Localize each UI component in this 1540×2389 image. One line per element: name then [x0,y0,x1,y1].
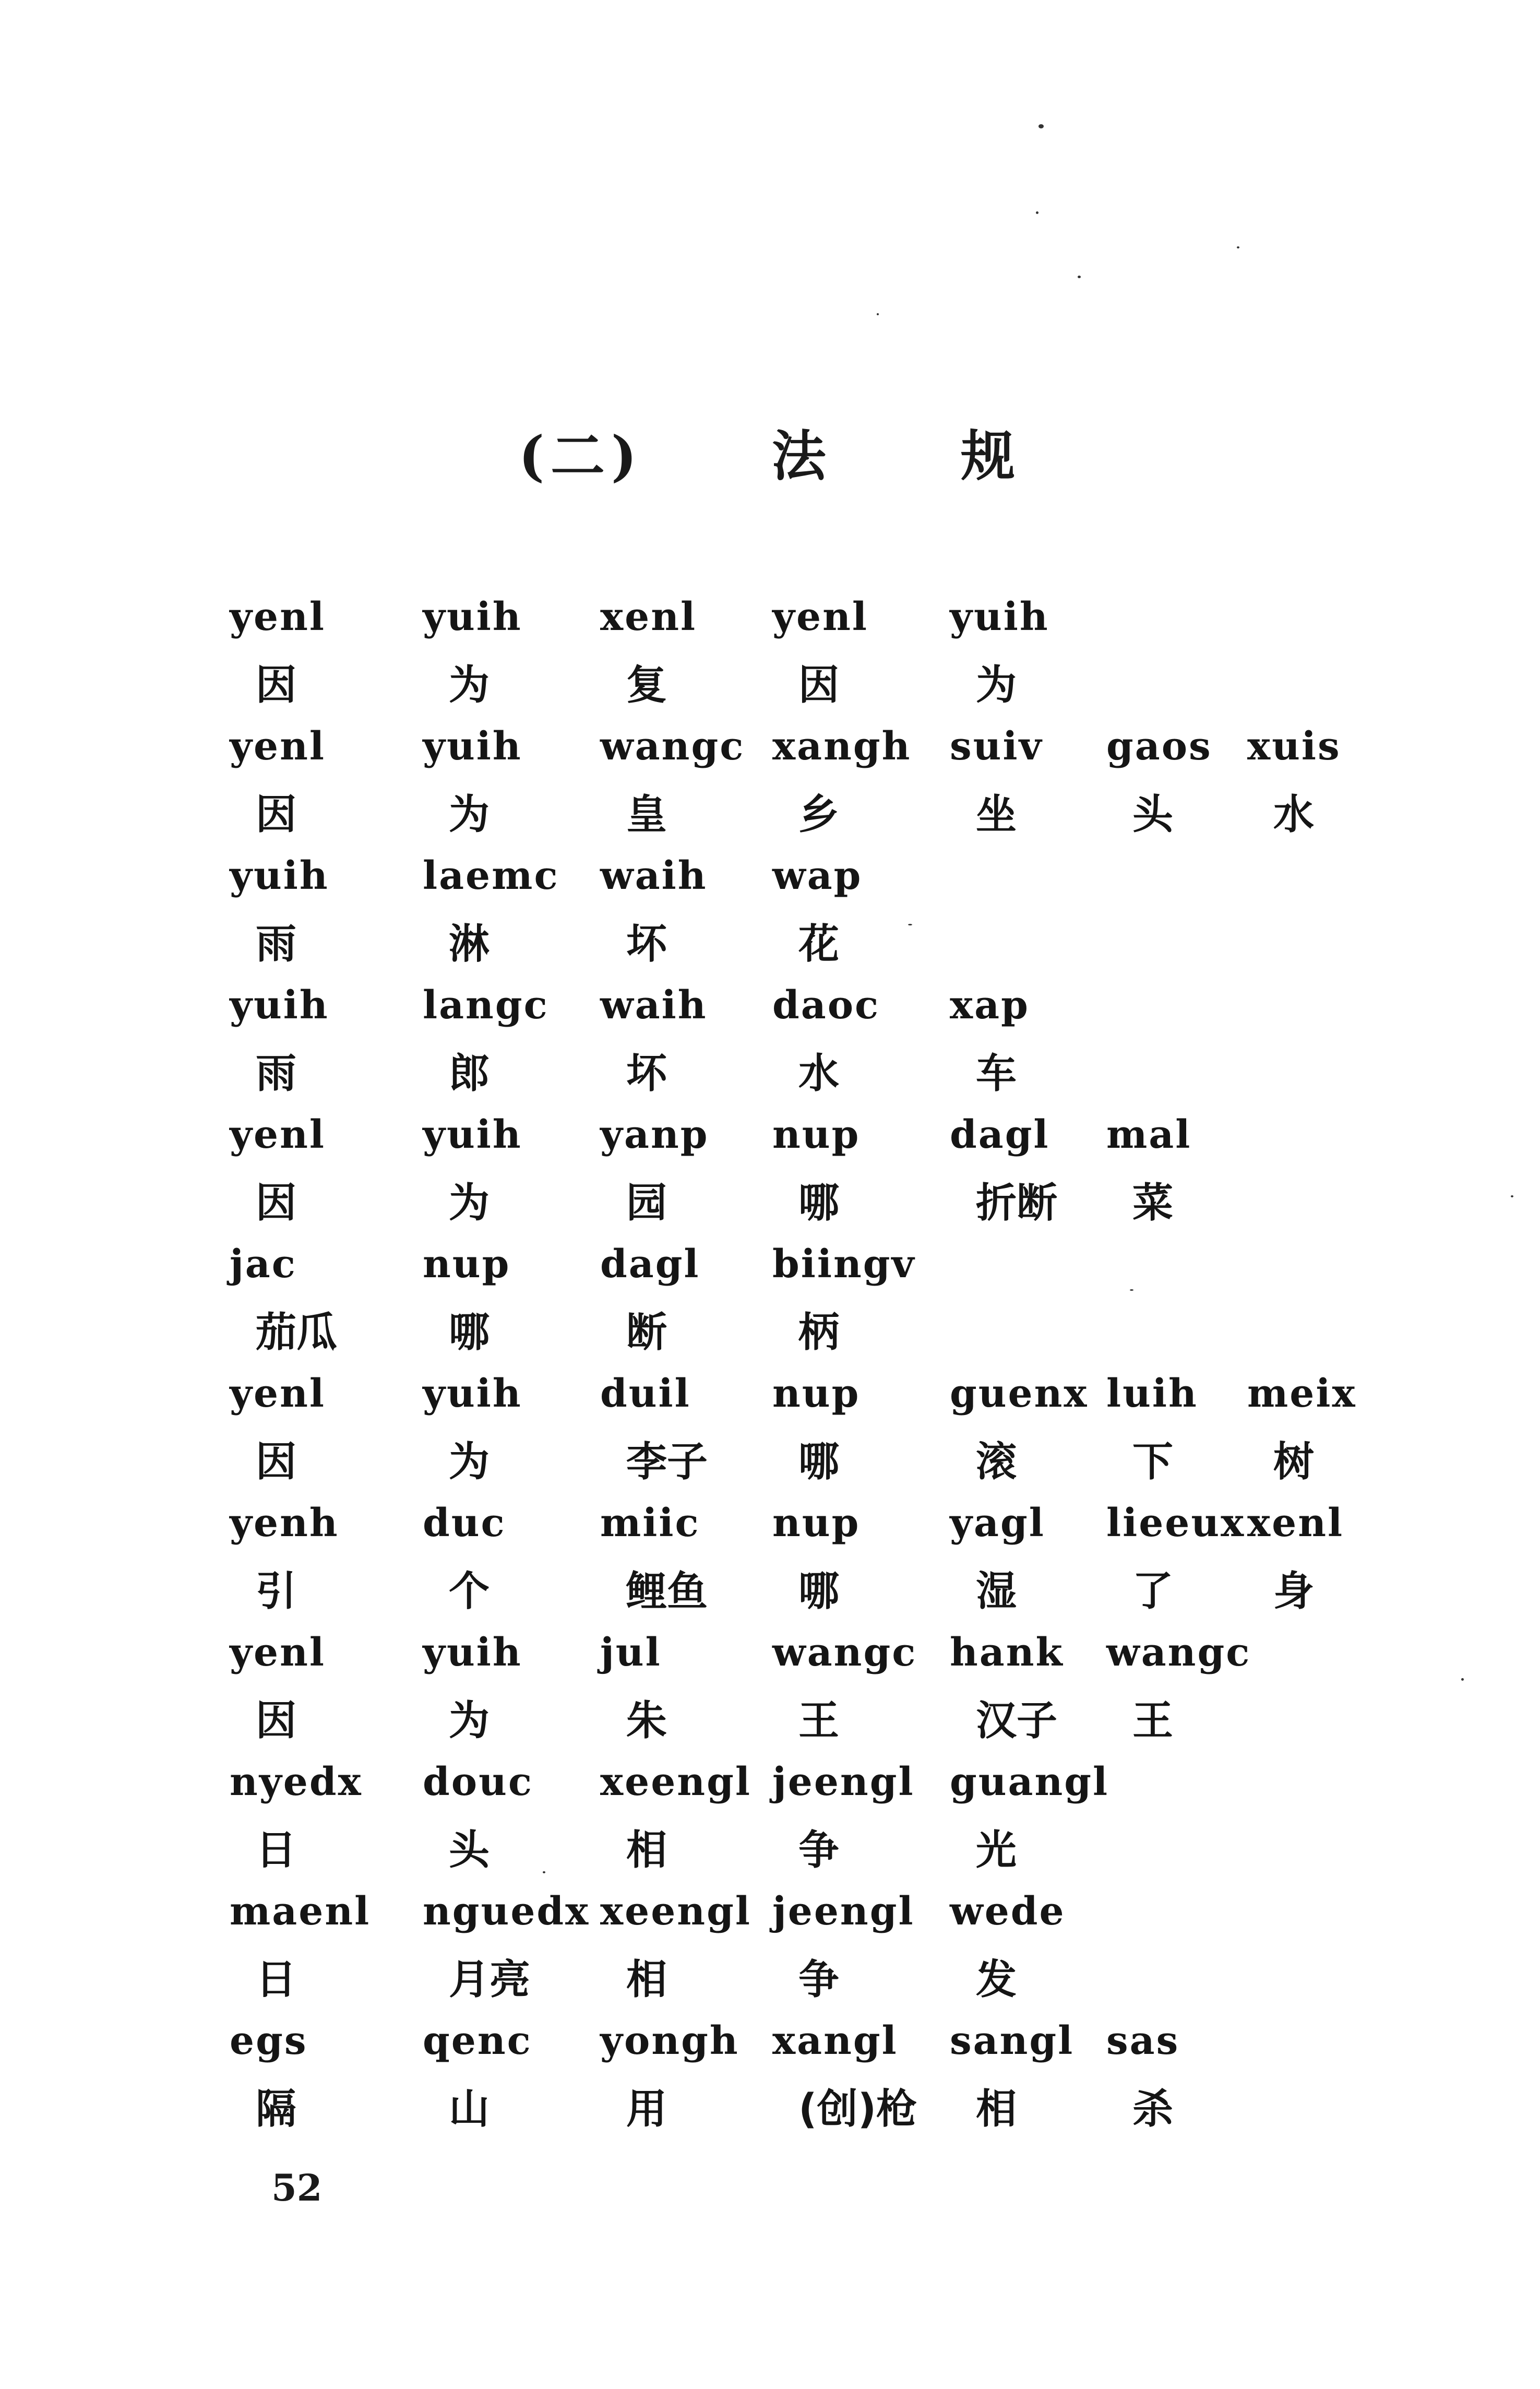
romanized-word: yenl [230,724,326,769]
romanized-word: yagl [950,1501,1045,1546]
romanized-word: wede [950,1889,1066,1934]
romanized-word: wangc [772,1630,917,1675]
chinese-gloss-word: 为 [449,791,490,838]
romanized-word: wangc [600,724,745,769]
romanized-line [230,1232,1378,1297]
romanized-word: yuih [230,983,329,1028]
romanized-word: meix [1247,1371,1357,1416]
chinese-gloss-word: 水 [798,1050,840,1097]
scan-speck [1036,211,1038,214]
chinese-gloss-word: 为 [449,1439,490,1485]
chinese-gloss-word: 皇 [626,791,667,838]
romanized-word: yenh [230,1501,339,1546]
romanized-line [230,585,1378,649]
chinese-gloss-line [230,779,1378,843]
chinese-gloss-word: 争 [798,1956,840,2003]
chinese-gloss-word: 花 [798,921,840,968]
romanized-word: nyedx [230,1760,363,1804]
chinese-gloss-word: 菜 [1132,1180,1174,1227]
section-number: (二) [518,424,643,488]
romanized-word: nup [423,1242,511,1287]
romanized-word: waih [600,983,708,1028]
scan-speck [1038,124,1044,128]
romanized-word: yenl [230,595,326,639]
romanized-word: yuih [423,1630,522,1675]
romanized-word: yenl [230,1371,326,1416]
scan-speck [1511,1195,1513,1197]
chinese-gloss-word: 相 [626,1956,667,2003]
romanized-word: nup [772,1112,861,1157]
chinese-gloss-word: 杀 [1132,2086,1174,2133]
scan-speck [877,313,879,315]
romanized-word: yongh [600,2018,739,2063]
romanized-line [230,1361,1378,1426]
romanized-word: xangh [772,724,912,769]
chinese-gloss-word: 坐 [976,791,1017,838]
romanized-word: sas [1106,2018,1180,2063]
chinese-gloss-word: 下 [1132,1439,1174,1485]
chinese-gloss-word: 引 [256,1568,297,1615]
chinese-gloss-line [230,1297,1378,1361]
section-title [0,412,1540,491]
romanized-word: nguedx [423,1889,590,1934]
chinese-gloss-word: 个 [449,1568,490,1615]
scan-speck [1237,246,1239,248]
chinese-gloss-word: 因 [256,1439,297,1485]
romanized-word: waih [600,853,708,898]
romanized-word: douc [423,1760,533,1804]
romanized-word: xuis [1247,724,1341,769]
romanized-word: luih [1106,1371,1198,1416]
chinese-gloss-word: 头 [1132,791,1174,838]
romanized-word: miic [600,1501,700,1546]
chinese-gloss-word: 园 [626,1180,667,1227]
chinese-gloss-word: 发 [976,1956,1017,2003]
romanized-word: jul [600,1630,662,1675]
chinese-gloss-word: 日 [256,1956,297,2003]
section-title-word-1: 法 [771,424,832,488]
scan-speck [1078,276,1081,278]
page-number: 52 [271,2166,323,2209]
chinese-gloss-line [230,1814,1378,1879]
chinese-gloss-word: 日 [256,1827,297,1874]
romanized-word: yuih [230,853,329,898]
romanized-line [230,714,1378,779]
romanized-word: nup [772,1371,861,1416]
chinese-gloss-word: 为 [449,1697,490,1744]
chinese-gloss-word: 因 [256,1697,297,1744]
romanized-word: laemc [423,853,559,898]
romanized-word: dagl [600,1242,700,1287]
romanized-word: gaos [1106,724,1212,769]
romanized-line [230,1491,1378,1555]
romanized-word: wap [772,853,863,898]
chinese-gloss-word: 汉子 [976,1697,1058,1744]
romanized-word: yuih [423,1371,522,1416]
chinese-gloss-word: 坏 [626,921,667,968]
romanized-word: yenl [230,1112,326,1157]
chinese-gloss-word: 鲤鱼 [626,1568,708,1615]
chinese-gloss-word: 相 [626,1827,667,1874]
chinese-gloss-word: 王 [1132,1697,1174,1744]
romanized-word: xeengl [600,1760,751,1804]
chinese-gloss-word: 用 [626,2086,667,2133]
romanized-word: xenl [600,595,697,639]
romanized-word: xap [950,983,1030,1028]
romanized-word: mal [1106,1112,1192,1157]
section-title-word-2: 规 [961,424,1022,488]
chinese-gloss-word: 坏 [626,1050,667,1097]
scan-speck [1130,1289,1133,1291]
scan-speck [1461,1678,1464,1681]
romanized-word: egs [230,2018,308,2063]
chinese-gloss-word: 为 [449,662,490,709]
chinese-gloss-word: 月亮 [449,1956,531,2003]
chinese-gloss-line [230,1038,1378,1102]
chinese-gloss-line [230,649,1378,714]
chinese-gloss-word: 雨 [256,1050,297,1097]
romanized-word: xenl [1247,1501,1344,1546]
chinese-gloss-word: 湿 [976,1568,1017,1615]
romanized-line [230,2008,1378,2073]
chinese-gloss-word: 因 [256,1180,297,1227]
romanized-word: xeengl [600,1889,751,1934]
chinese-gloss-word: 郎 [449,1050,490,1097]
romanized-word: yuih [950,595,1049,639]
romanized-word: yanp [600,1112,709,1157]
chinese-gloss-line [230,1944,1378,2008]
chinese-gloss-word: 李子 [626,1439,708,1485]
romanized-word: guangl [950,1760,1109,1804]
romanized-word: duil [600,1371,691,1416]
chinese-gloss-word: 树 [1273,1439,1315,1485]
chinese-gloss-word: 因 [256,791,297,838]
chinese-gloss-word: 复 [626,662,667,709]
chinese-gloss-word: (创)枪 [798,2086,917,2133]
chinese-gloss-word: 为 [976,662,1017,709]
chinese-gloss-word: 王 [798,1697,840,1744]
chinese-gloss-line [230,1426,1378,1491]
chinese-gloss-word: 哪 [798,1439,840,1485]
romanized-word: langc [423,983,549,1028]
chinese-gloss-line [230,1555,1378,1620]
chinese-gloss-word: 折断 [976,1180,1058,1227]
chinese-gloss-word: 哪 [798,1180,840,1227]
chinese-gloss-line [230,1167,1378,1232]
romanized-line [230,973,1378,1038]
romanized-word: yuih [423,724,522,769]
chinese-gloss-word: 因 [256,662,297,709]
chinese-gloss-word: 头 [449,1827,490,1874]
chinese-gloss-word: 雨 [256,921,297,968]
romanized-word: jeengl [772,1889,915,1934]
interlinear-text [230,585,1378,2138]
chinese-gloss-word: 滚 [976,1439,1017,1485]
chinese-gloss-word: 哪 [798,1568,840,1615]
chinese-gloss-word: 隔 [256,2086,297,2133]
romanized-line [230,1750,1378,1814]
romanized-word: daoc [772,983,880,1028]
chinese-gloss-word: 为 [449,1180,490,1227]
romanized-word: qenc [423,2018,532,2063]
chinese-gloss-word: 了 [1132,1568,1174,1615]
romanized-word: hank [950,1630,1064,1675]
romanized-line [230,1620,1378,1685]
romanized-word: duc [423,1501,506,1546]
chinese-gloss-word: 车 [976,1050,1017,1097]
romanized-word: wangc [1106,1630,1251,1675]
chinese-gloss-word: 相 [976,2086,1017,2133]
chinese-gloss-word: 茄瓜 [256,1309,338,1356]
romanized-line [230,1879,1378,1944]
romanized-word: biingv [772,1242,916,1287]
scan-speck [908,924,912,925]
romanized-word: xangl [772,2018,898,2063]
chinese-gloss-word: 哪 [449,1309,490,1356]
scan-speck [543,1871,545,1873]
chinese-gloss-word: 争 [798,1827,840,1874]
chinese-gloss-word: 身 [1273,1568,1315,1615]
romanized-word: nup [772,1501,861,1546]
chinese-gloss-word: 淋 [449,921,490,968]
romanized-word: lieeux [1106,1501,1246,1546]
romanized-word: sangl [950,2018,1075,2063]
chinese-gloss-word: 光 [976,1827,1017,1874]
chinese-gloss-word: 断 [626,1309,667,1356]
chinese-gloss-word: 山 [449,2086,490,2133]
chinese-gloss-word: 因 [798,662,840,709]
chinese-gloss-line [230,1685,1378,1750]
romanized-word: suiv [950,724,1043,769]
romanized-word: yenl [230,1630,326,1675]
chinese-gloss-line [230,2073,1378,2138]
chinese-gloss-word: 柄 [798,1309,840,1356]
romanized-word: dagl [950,1112,1050,1157]
romanized-line [230,843,1378,908]
romanized-word: jeengl [772,1760,915,1804]
romanized-word: maenl [230,1889,371,1934]
romanized-word: yenl [772,595,868,639]
romanized-word: jac [230,1242,297,1287]
chinese-gloss-word: 朱 [626,1697,667,1744]
romanized-word: guenx [950,1371,1089,1416]
chinese-gloss-word: 水 [1273,791,1315,838]
romanized-word: yuih [423,1112,522,1157]
chinese-gloss-word: 乡 [798,791,840,838]
romanized-word: yuih [423,595,522,639]
chinese-gloss-line [230,908,1378,973]
romanized-line [230,1102,1378,1167]
